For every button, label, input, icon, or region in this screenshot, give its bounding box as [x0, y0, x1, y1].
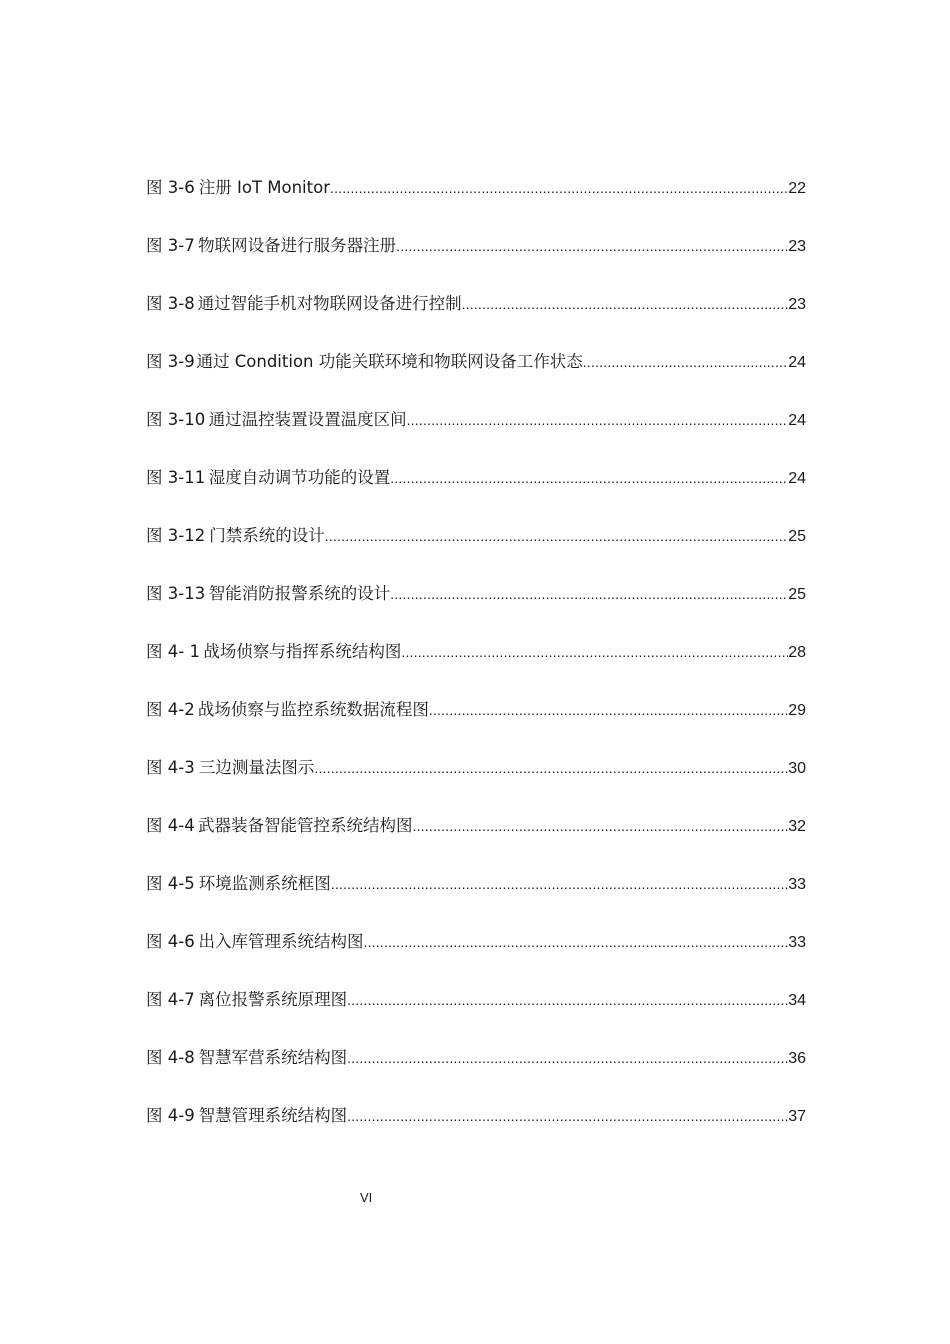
- figure-label: 图 3-9: [146, 352, 195, 371]
- toc-entry[interactable]: [146, 638, 806, 696]
- footer-page-number: VI: [360, 1190, 373, 1205]
- toc-entry[interactable]: [146, 1044, 806, 1102]
- dot-leader: [347, 1044, 788, 1072]
- toc-entry[interactable]: [146, 928, 806, 986]
- toc-entry[interactable]: [146, 986, 806, 1044]
- dot-leader: [314, 754, 788, 782]
- figure-label: 图 3-8: [146, 294, 195, 313]
- toc-entry[interactable]: [146, 812, 806, 870]
- toc-entry[interactable]: [146, 464, 806, 522]
- figure-title: 智慧军营系统结构图: [198, 1048, 348, 1067]
- toc-entry[interactable]: [146, 348, 806, 406]
- figure-label: 图 4-4: [146, 816, 195, 835]
- figure-title: 智慧管理系统结构图: [198, 1106, 348, 1125]
- list-of-figures: [146, 174, 806, 1160]
- toc-entry[interactable]: [146, 522, 806, 580]
- page-number: 36: [788, 1050, 806, 1067]
- figure-label: 图 3-12: [146, 526, 206, 545]
- dot-leader: [363, 928, 788, 956]
- dot-leader: [583, 348, 788, 376]
- figure-title: 门禁系统的设计: [209, 526, 325, 545]
- figure-label: 图 4-9: [146, 1106, 195, 1125]
- figure-title: 智能消防报警系统的设计: [208, 584, 391, 603]
- figure-label: 图 3-10: [146, 410, 206, 429]
- toc-entry[interactable]: [146, 696, 806, 754]
- figure-label: 图 3-7: [146, 236, 195, 255]
- figure-title: 通过温控装置设置温度区间: [208, 410, 407, 429]
- page-number: 37: [788, 1108, 806, 1125]
- figure-title: 物联网设备进行服务器注册: [198, 236, 397, 255]
- page-number: 25: [788, 586, 806, 603]
- page-number: 28: [788, 644, 806, 661]
- figure-title: 环境监测系统框图: [198, 874, 331, 893]
- toc-entry[interactable]: [146, 870, 806, 928]
- toc-entry[interactable]: [146, 580, 806, 638]
- figure-label: 图 4- 1: [146, 642, 200, 661]
- page-number: 33: [788, 934, 806, 951]
- figure-title: 湿度自动调节功能的设置: [208, 468, 391, 487]
- page-number: 25: [788, 528, 806, 545]
- toc-entry[interactable]: [146, 174, 806, 232]
- dot-leader: [347, 1102, 788, 1130]
- figure-title: 出入库管理系统结构图: [198, 932, 364, 951]
- page-number: 30: [788, 760, 806, 777]
- toc-entry[interactable]: [146, 754, 806, 812]
- dot-leader: [390, 464, 788, 492]
- dot-leader: [429, 696, 788, 724]
- dot-leader: [401, 638, 788, 666]
- page-number: 24: [788, 470, 806, 487]
- figure-label: 图 4-3: [146, 758, 195, 777]
- toc-entry[interactable]: [146, 1102, 806, 1160]
- dot-leader: [396, 232, 788, 260]
- figure-title: 武器装备智能管控系统结构图: [198, 816, 413, 835]
- figure-title: 注册 IoT Monitor: [198, 178, 330, 197]
- figure-title: 三边测量法图示: [198, 758, 315, 777]
- dot-leader: [390, 580, 788, 608]
- page-number: 23: [788, 296, 806, 313]
- dot-leader: [331, 870, 788, 898]
- dot-leader: [407, 406, 789, 434]
- page-number: 34: [788, 992, 806, 1009]
- dot-leader: [347, 986, 788, 1014]
- figure-title: 离位报警系统原理图: [198, 990, 348, 1009]
- figure-title: 战场侦察与指挥系统结构图: [203, 642, 402, 661]
- dot-leader: [413, 812, 789, 840]
- figure-label: 图 4-2: [146, 700, 195, 719]
- page-number: 33: [788, 876, 806, 893]
- page-number: 23: [788, 238, 806, 255]
- figure-label: 图 3-11: [146, 468, 206, 487]
- dot-leader: [330, 174, 788, 202]
- page-number: 29: [788, 702, 806, 719]
- toc-entry[interactable]: [146, 406, 806, 464]
- figure-label: 图 4-8: [146, 1048, 195, 1067]
- toc-entry[interactable]: [146, 290, 806, 348]
- page-number: 24: [788, 354, 806, 371]
- page-number: 22: [788, 180, 806, 197]
- page-number: 24: [788, 412, 806, 429]
- figure-title: 通过智能手机对物联网设备进行控制: [197, 294, 462, 313]
- figure-title: 战场侦察与监控系统数据流程图: [197, 700, 429, 719]
- figure-label: 图 4-5: [146, 874, 195, 893]
- dot-leader: [462, 290, 789, 318]
- figure-label: 图 4-7: [146, 990, 195, 1009]
- figure-label: 图 3-13: [146, 584, 206, 603]
- figure-label: 图 3-6: [146, 178, 195, 197]
- page-number: 32: [788, 818, 806, 835]
- figure-label: 图 4-6: [146, 932, 195, 951]
- toc-entry[interactable]: [146, 232, 806, 290]
- dot-leader: [325, 522, 788, 550]
- figure-title: 通过 Condition 功能关联环境和物联网设备工作状态: [196, 352, 583, 371]
